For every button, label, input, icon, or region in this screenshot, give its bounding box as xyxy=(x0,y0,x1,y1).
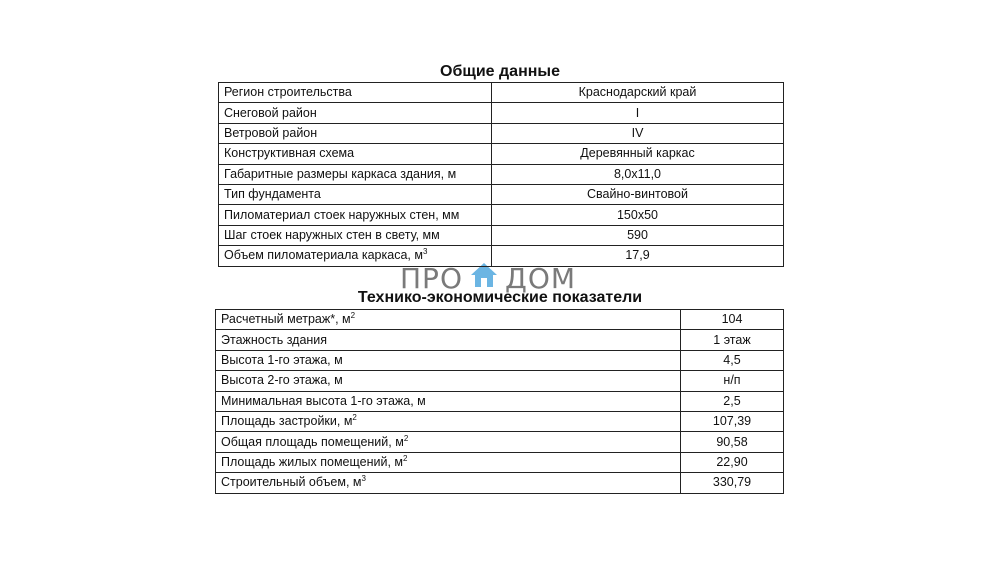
general-data-row xyxy=(219,164,784,184)
general-data-value: Деревянный каркас xyxy=(492,144,784,164)
indicator-value: 104 xyxy=(681,310,784,330)
general-data-title: Общие данные xyxy=(440,63,560,80)
indicator-row xyxy=(216,350,784,370)
indicator-row xyxy=(216,310,784,330)
indicator-label: Минимальная высота 1-го этажа, м xyxy=(216,391,681,411)
indicator-row xyxy=(216,432,784,452)
unit-exponent: 3 xyxy=(361,474,366,484)
general-data-value: 17,9 xyxy=(492,246,784,266)
indicator-row xyxy=(216,330,784,350)
watermark-text-right: ДОМ xyxy=(504,261,577,295)
general-data-row xyxy=(219,184,784,204)
indicator-label: Расчетный метраж*, $м^2$ xyxy=(216,310,681,330)
indicator-value: 1 этаж xyxy=(681,330,784,350)
general-data-label: Пиломатериал стоек наружных стен, мм xyxy=(219,205,492,225)
general-data-value: 8,0х11,0 xyxy=(492,164,784,184)
indicator-label: Высота 1-го этажа, м xyxy=(216,350,681,370)
indicator-value: 4,5 xyxy=(681,350,784,370)
general-data-label: Ветровой район xyxy=(219,123,492,143)
indicator-row xyxy=(216,473,784,493)
general-data-row xyxy=(219,205,784,225)
general-data-value: Краснодарский край xyxy=(492,83,784,103)
general-data-label: Конструктивная схема xyxy=(219,144,492,164)
general-data-value: I xyxy=(492,103,784,123)
general-data-value: IV xyxy=(492,123,784,143)
general-data-label: Габаритные размеры каркаса здания, м xyxy=(219,164,492,184)
indicator-row xyxy=(216,391,784,411)
general-data-row xyxy=(219,123,784,143)
indicator-value: н/п xyxy=(681,371,784,391)
unit-exponent: 2 xyxy=(403,453,408,463)
general-data-value: Свайно-винтовой xyxy=(492,184,784,204)
general-data-value: 150х50 xyxy=(492,205,784,225)
indicator-label: Площадь жилых помещений, $м^2$ xyxy=(216,452,681,472)
general-data-value: 590 xyxy=(492,225,784,245)
indicator-value: 90,58 xyxy=(681,432,784,452)
watermark-text-left: ПРО xyxy=(400,261,463,295)
indicator-label: Этажность здания xyxy=(216,330,681,350)
indicators-table xyxy=(215,309,784,494)
general-data-row xyxy=(219,83,784,103)
indicator-value: 22,90 xyxy=(681,452,784,472)
general-data-label: Снеговой район xyxy=(219,103,492,123)
indicator-value: 107,39 xyxy=(681,411,784,431)
general-data-label: Регион строительства xyxy=(219,83,492,103)
indicator-row xyxy=(216,452,784,472)
indicators-title: Технико-экономические показатели xyxy=(357,289,643,306)
indicator-value: 330,79 xyxy=(681,473,784,493)
indicator-label: Общая площадь помещений, $м^2$ xyxy=(216,432,681,452)
indicator-label: Площадь застройки, $м^2$ xyxy=(216,411,681,431)
indicator-label: Высота 2-го этажа, м xyxy=(216,371,681,391)
general-data-label: Объем пиломатериала каркаса, $м^3$ xyxy=(219,246,492,266)
general-data-label: Тип фундамента xyxy=(219,184,492,204)
general-data-row xyxy=(219,103,784,123)
unit-exponent: 2 xyxy=(403,433,409,443)
general-data-table xyxy=(218,82,784,267)
general-data-label: Шаг стоек наружных стен в свету, мм xyxy=(219,225,492,245)
general-data-row xyxy=(219,225,784,245)
indicator-value: 2,5 xyxy=(681,391,784,411)
indicator-label: Строительный объем, $м^3$ xyxy=(216,473,681,493)
indicator-row xyxy=(216,411,784,431)
unit-exponent: 3 xyxy=(422,247,428,257)
general-data-row xyxy=(219,144,784,164)
unit-exponent: 2 xyxy=(352,413,357,423)
general-data-row xyxy=(219,246,784,266)
indicator-row xyxy=(216,371,784,391)
unit-exponent: 2 xyxy=(350,311,356,321)
